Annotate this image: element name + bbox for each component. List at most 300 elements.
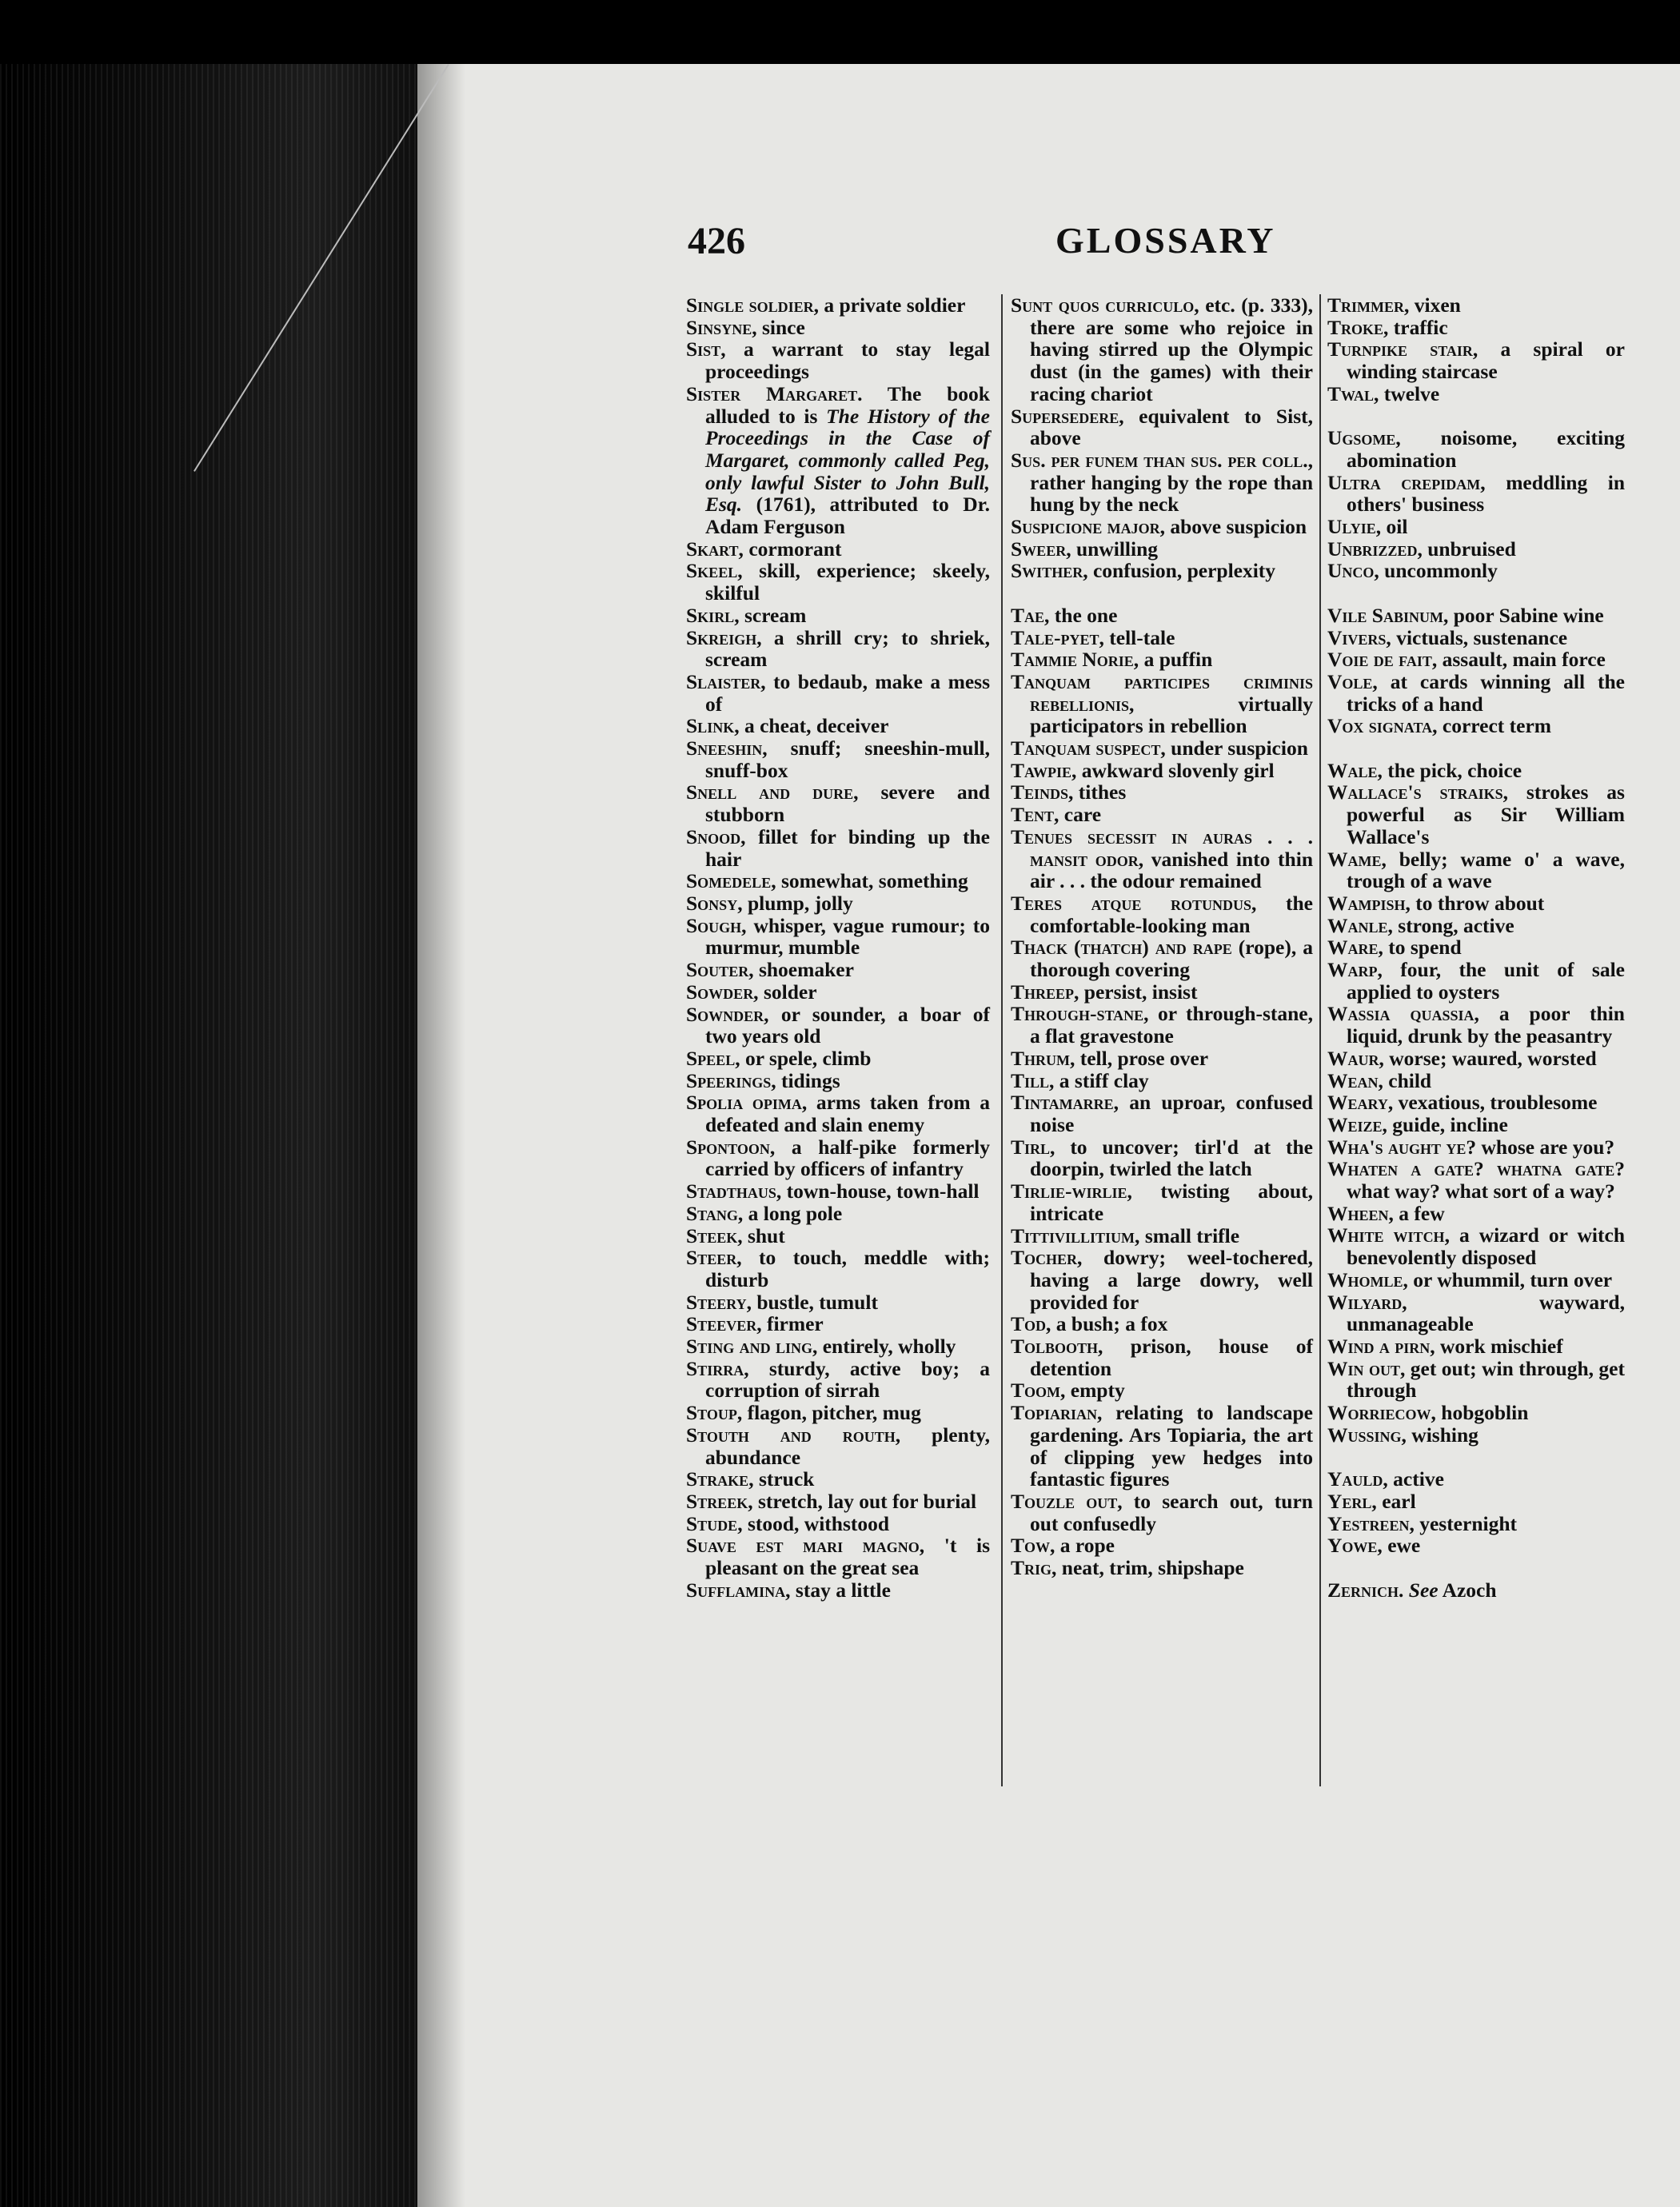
glossary-entry: [686, 1313, 990, 1335]
entry-definition: an uproar, confused noise: [1030, 1091, 1313, 1136]
entry-definition: yesternight: [1414, 1511, 1518, 1535]
entry-headword: Tenues secessit in auras . . . mansit odor,: [1011, 824, 1313, 871]
entry-headword: Wean,: [1327, 1068, 1383, 1092]
entry-definition: since: [756, 315, 805, 339]
entry-definition: the comfortable-looking man: [1030, 891, 1314, 937]
entry-definition: prison, house of detention: [1030, 1335, 1313, 1380]
column-rule: [1319, 294, 1321, 1786]
entry-headword: Worriecow,: [1327, 1401, 1436, 1425]
entry-definition: care: [1059, 803, 1102, 827]
entry-definition: vexatious, troublesome: [1393, 1091, 1598, 1115]
glossary-entry: [1327, 383, 1625, 405]
entry-definition: traffic: [1388, 315, 1448, 339]
entry-definition: or spele, climb: [740, 1046, 872, 1070]
glossary-entry: [686, 538, 990, 561]
glossary-entry: [1327, 781, 1625, 848]
entry-headword: Troke,: [1327, 315, 1389, 339]
entry-definition: a half-pike formerly carried by officers of infantry: [705, 1135, 990, 1181]
glossary-entry: [1327, 560, 1625, 582]
entry-headword: Sweer,: [1011, 537, 1071, 561]
entry-definition: bustle, tumult: [751, 1290, 878, 1314]
entry-definition: tidings: [776, 1068, 840, 1092]
entry-definition: tell, prose over: [1075, 1046, 1209, 1070]
glossary-column-3: [1327, 294, 1625, 1601]
glossary-entry: [686, 959, 990, 981]
glossary-entry: [1011, 1048, 1313, 1070]
entry-headword: Wussing,: [1327, 1423, 1407, 1447]
entry-headword: Stang,: [686, 1201, 744, 1225]
glossary-entry: [1327, 1269, 1625, 1291]
page-title: GLOSSARY: [1055, 220, 1276, 261]
entry-definition: plenty, abundance: [705, 1423, 990, 1469]
column-rule: [1001, 294, 1003, 1786]
entry-definition: arms taken from a defeated and slain enemy: [705, 1091, 991, 1137]
glossary-entry: [1011, 449, 1313, 516]
entry-headword: Tod,: [1011, 1312, 1051, 1336]
entry-definition: strokes as powerful as Sir William Wallace's: [1347, 780, 1625, 848]
glossary-entry: [686, 1203, 990, 1225]
entry-definition: etc. (p. 333), there are some who rejoice in having stirred up the Olympic dust (in the games) with their racing chariot: [1030, 293, 1313, 405]
entry-headword: Supersedere,: [1011, 404, 1124, 428]
entry-headword: Sufflamina,: [686, 1578, 791, 1602]
entry-headword: Spontoon,: [686, 1135, 776, 1159]
entry-headword: Till,: [1011, 1068, 1055, 1092]
glossary-entry: [686, 627, 990, 671]
entry-headword: Streek,: [686, 1489, 753, 1513]
entry-headword: Trimmer,: [1327, 293, 1410, 317]
glossary-entry: [1327, 338, 1625, 382]
entry-headword: Wind a pirn,: [1327, 1335, 1435, 1358]
entry-headword: Wanle,: [1327, 913, 1393, 937]
glossary-entry: [1327, 1468, 1625, 1491]
entry-headword: Tirlie-wirlie,: [1011, 1179, 1132, 1203]
entry-definition: guide, incline: [1387, 1112, 1508, 1136]
entry-definition: worse; waured, worsted: [1383, 1046, 1597, 1070]
glossary-entry: [686, 1180, 990, 1203]
entry-headword: Tirl,: [1011, 1135, 1055, 1159]
glossary-entry: [1327, 1114, 1625, 1136]
entry-headword: Wha's aught ye?: [1327, 1135, 1477, 1159]
entry-definition: severe and stubborn: [705, 780, 990, 827]
entry-definition: earl: [1376, 1489, 1416, 1513]
entry-headword: Speel,: [686, 1046, 740, 1070]
glossary-entry: [686, 1048, 990, 1070]
glossary-entry: [686, 1579, 990, 1602]
glossary-entry: [1327, 915, 1625, 937]
glossary-entry: [1327, 959, 1625, 1003]
entry-definition: a spiral or winding staircase: [1347, 337, 1625, 384]
glossary-entry: [1327, 936, 1625, 959]
entry-headword: Souter,: [686, 958, 754, 982]
entry-definition: or sounder, a boar of two years old: [705, 1002, 990, 1048]
entry-headword: Stoup,: [686, 1401, 743, 1425]
glossary-entry: [1327, 715, 1625, 737]
glossary-entry: [1327, 1092, 1625, 1114]
glossary-entry: [1327, 1070, 1625, 1092]
entry-headword: Yauld,: [1327, 1467, 1388, 1491]
entry-headword: Waur,: [1327, 1046, 1384, 1070]
entry-definition: oil: [1381, 515, 1408, 539]
entry-definition: town-house, town-hall: [781, 1179, 980, 1203]
entry-definition: relating to landscape gardening. Ars Topiaria, the art of clipping yew hedges into fantastic figures: [1030, 1401, 1313, 1491]
entry-definition: or whummil, turn over: [1407, 1267, 1613, 1291]
entry-headword: Wilyard,: [1327, 1290, 1407, 1314]
glossary-entry: [1327, 1136, 1625, 1159]
entry-definition: a warrant to stay legal proceedings: [705, 337, 990, 384]
entry-definition: to touch, meddle with; disturb: [705, 1246, 990, 1291]
entry-definition: persist, insist: [1079, 980, 1198, 1004]
entry-headword: Tent,: [1011, 803, 1059, 827]
entry-definition: solder: [758, 980, 817, 1004]
glossary-entry: [686, 1247, 990, 1291]
entry-headword: Whomle,: [1327, 1267, 1408, 1291]
glossary-entry: [686, 981, 990, 1004]
glossary-entry: [686, 1358, 990, 1402]
entry-headword: Voie de fait,: [1327, 648, 1438, 672]
entry-headword: Suave est mari magno,: [686, 1534, 925, 1558]
entry-headword: Teinds,: [1011, 780, 1074, 804]
entry-headword: Trig,: [1011, 1556, 1057, 1580]
glossary-entry: [1011, 649, 1313, 671]
page-number: 426: [688, 220, 745, 262]
entry-headword: Tale-pyet,: [1011, 625, 1104, 649]
entry-headword: Sting and ling,: [686, 1335, 818, 1359]
entry-headword: Slink,: [686, 714, 740, 738]
entry-headword: Tittivillitium,: [1011, 1223, 1140, 1247]
entry-headword: Tintamarre,: [1011, 1091, 1119, 1115]
glossary-entry: [686, 294, 990, 317]
glossary-entry: [1327, 1358, 1625, 1402]
entry-definition: vixen: [1409, 293, 1461, 317]
glossary-entry: [1327, 1579, 1625, 1602]
glossary-entry: [1011, 1535, 1313, 1557]
entry-headword: Steever,: [686, 1312, 762, 1336]
entry-headword: Weary,: [1327, 1091, 1394, 1115]
entry-definition: firmer: [761, 1312, 824, 1336]
glossary-entry: [1011, 1335, 1313, 1379]
entry-definition: rather hanging by the rope than hung by the neck: [1030, 470, 1313, 517]
glossary-entry: [1327, 1535, 1625, 1557]
entry-definition: wishing: [1406, 1423, 1478, 1447]
entry-definition: confusion, perplexity: [1087, 559, 1276, 583]
entry-headword: Wassia quassia,: [1327, 1002, 1479, 1026]
glossary-entry: [1011, 781, 1313, 804]
letter-section-gap: [1327, 405, 1625, 428]
entry-headword: Sonsy,: [686, 891, 743, 915]
entry-definition-tail: (1761), attributed to Dr. Adam Ferguson: [705, 493, 990, 539]
glossary-entry: [686, 317, 990, 339]
entry-definition: at cards winning all the tricks of a hand: [1347, 669, 1625, 716]
entry-definition: active: [1387, 1467, 1444, 1491]
entry-headword: Twal,: [1327, 381, 1379, 405]
entry-definition: noisome, exciting abomination: [1347, 426, 1625, 472]
entry-definition: virtually participators in rebellion: [1030, 692, 1313, 738]
glossary-entry: [686, 338, 990, 382]
entry-headword: Ultra crepidam,: [1327, 470, 1486, 494]
entry-definition: a few: [1393, 1201, 1445, 1225]
entry-definition: whose are you?: [1476, 1135, 1615, 1159]
entry-headword: Wampish,: [1327, 891, 1411, 915]
entry-definition: a long pole: [743, 1201, 843, 1225]
glossary-entry: [1327, 538, 1625, 561]
glossary-entry: [1327, 1224, 1625, 1268]
glossary-entry: [686, 1513, 990, 1535]
entry-definition: wayward, unmanageable: [1347, 1290, 1625, 1336]
entry-headword: Vox signata,: [1327, 714, 1438, 738]
entry-definition: poor Sabine wine: [1448, 603, 1604, 627]
glossary-entry: [1011, 560, 1313, 582]
letter-section-gap: [1327, 582, 1625, 605]
entry-headword: Sinsyne,: [686, 315, 757, 339]
entry-definition: cormorant: [743, 537, 842, 561]
glossary-column-1: [686, 294, 990, 1601]
entry-definition: a shrill cry; to shriek, scream: [705, 625, 990, 672]
entry-headword: Tow,: [1011, 1534, 1055, 1558]
glossary-entry: [686, 1136, 990, 1180]
glossary-entry: [686, 1335, 990, 1358]
glossary-entry: [686, 781, 990, 825]
entry-headword: Threep,: [1011, 980, 1079, 1004]
glossary-entry: [1011, 1247, 1313, 1313]
entry-definition: small trifle: [1139, 1223, 1240, 1247]
glossary-entry: [1011, 1070, 1313, 1092]
glossary-entry: [1011, 936, 1313, 980]
entry-definition: correct term: [1437, 714, 1552, 738]
entry-italic-text: See: [1408, 1578, 1439, 1602]
entry-headword: Wame,: [1327, 847, 1387, 871]
entry-definition: whisper, vague rumour; to murmur, mumble: [705, 913, 990, 960]
entry-definition: or through-stane, a flat gravestone: [1030, 1002, 1313, 1048]
entry-headword: Tammie Norie,: [1011, 648, 1139, 672]
entry-definition: a puffin: [1139, 648, 1213, 672]
entry-headword: Spolia opima,: [686, 1091, 808, 1115]
entry-definition: snuff; sneeshin-mull, snuff-box: [705, 736, 990, 782]
entry-headword: Single soldier,: [686, 293, 819, 317]
entry-definition: a stiff clay: [1054, 1068, 1149, 1092]
entry-definition: sturdy, active boy; a corruption of sirrah: [705, 1356, 990, 1403]
entry-headword: Steery,: [686, 1290, 752, 1314]
glossary-entry: [1011, 1402, 1313, 1491]
entry-headword: Steek,: [686, 1223, 743, 1247]
glossary-entry: [1011, 1136, 1313, 1180]
entry-definition: assault, main force: [1437, 648, 1606, 672]
entry-headword: White witch,: [1327, 1223, 1450, 1247]
letter-section-gap: [1011, 582, 1313, 605]
entry-headword: Somedele,: [686, 869, 776, 893]
entry-headword: Zernich.: [1327, 1578, 1404, 1602]
entry-definition: (rope), a thorough covering: [1030, 936, 1313, 982]
glossary-entry: [1011, 516, 1313, 538]
entry-definition: twisting about, intricate: [1030, 1179, 1313, 1225]
entry-definition: scream: [739, 603, 807, 627]
entry-definition: to spend: [1383, 936, 1462, 960]
entry-headword: Touzle out,: [1011, 1489, 1123, 1513]
entry-headword: Ulyie,: [1327, 515, 1382, 539]
entry-definition: strong, active: [1392, 913, 1514, 937]
glossary-entry: [1327, 1513, 1625, 1535]
entry-headword: Tanquam suspect,: [1011, 736, 1166, 760]
glossary-entry: [1011, 737, 1313, 760]
entry-definition: fillet for binding up the hair: [705, 824, 990, 871]
entry-headword: Unbrizzed,: [1327, 537, 1423, 561]
entry-definition: awkward slovenly girl: [1076, 758, 1275, 782]
entry-definition: The book alluded to is: [705, 381, 990, 428]
entry-headword: Skreigh,: [686, 625, 762, 649]
entry-definition: shut: [742, 1223, 785, 1247]
entry-headword: Wallace's straiks,: [1327, 780, 1508, 804]
glossary-entry: [686, 1004, 990, 1048]
entry-headword: Turnpike stair,: [1327, 337, 1478, 361]
glossary-entry: [686, 1225, 990, 1247]
entry-headword: Swither,: [1011, 559, 1088, 583]
entry-headword: Stude,: [686, 1511, 743, 1535]
glossary-entry: [1327, 317, 1625, 339]
scan-top-border: [0, 0, 1680, 66]
glossary-entry: [1011, 981, 1313, 1004]
entry-headword: Skirl,: [686, 603, 740, 627]
glossary-entry: [1011, 605, 1313, 627]
entry-definition: shoemaker: [753, 958, 854, 982]
entry-headword: Teres atque rotundus,: [1011, 891, 1257, 915]
entry-definition: to bedaub, make a mess of: [705, 669, 990, 716]
entry-headword: Skart,: [686, 537, 744, 561]
entry-headword: Win out,: [1327, 1356, 1406, 1380]
gutter-shadow: [417, 64, 465, 2207]
glossary-entry: [1011, 1313, 1313, 1335]
entry-definition: the one: [1049, 603, 1118, 627]
entry-headword: Tawpie,: [1011, 758, 1077, 782]
entry-headword: Tolbooth,: [1011, 1335, 1103, 1359]
entry-definition: ewe: [1382, 1534, 1421, 1558]
glossary-entry: [1327, 472, 1625, 516]
entry-definition: flagon, pitcher, mug: [742, 1401, 921, 1425]
entry-definition: skill, experience; skeely, skilful: [705, 559, 990, 605]
glossary-entry: [1327, 1402, 1625, 1424]
entry-headword: Weize,: [1327, 1112, 1387, 1136]
entry-definition: a private soldier: [818, 293, 966, 317]
entry-definition: get out; win through, get through: [1347, 1356, 1625, 1403]
entry-definition: four, the unit of sale applied to oysters: [1347, 958, 1625, 1004]
glossary-entry: [1327, 605, 1625, 627]
glossary-entry: [1327, 1424, 1625, 1447]
entry-definition-tail: Azoch: [1438, 1578, 1497, 1602]
glossary-entry: [1327, 649, 1625, 671]
entry-definition: a rope: [1055, 1534, 1115, 1558]
glossary-entry: [1327, 760, 1625, 782]
entry-headword: Vivers,: [1327, 625, 1391, 649]
glossary-entry: [686, 715, 990, 737]
entry-definition: a bush; a fox: [1051, 1312, 1168, 1336]
entry-headword: Whaten a gate? whatna gate?: [1327, 1157, 1625, 1181]
glossary-entry: [1011, 1491, 1313, 1535]
entry-definition: to search out, turn out confusedly: [1030, 1489, 1313, 1535]
entry-headword: Steer,: [686, 1246, 742, 1270]
glossary-entry: [686, 737, 990, 781]
glossary-entry: [686, 560, 990, 604]
glossary-entry: [686, 1424, 990, 1468]
glossary-entry: [686, 1491, 990, 1513]
entry-definition: unbruised: [1422, 537, 1516, 561]
entry-definition: to uncover; tirl'd at the doorpin, twirled the latch: [1030, 1135, 1313, 1181]
glossary-entry: [1011, 760, 1313, 782]
glossary-entry: [1011, 1003, 1313, 1047]
entry-headword: Suspicione major,: [1011, 515, 1165, 539]
entry-definition: the pick, choice: [1382, 758, 1522, 782]
glossary-entry: [1327, 671, 1625, 715]
entry-headword: Ware,: [1327, 936, 1383, 960]
entry-definition: work mischief: [1435, 1335, 1563, 1358]
entry-definition: struck: [753, 1467, 815, 1491]
letter-section-gap: [1327, 1447, 1625, 1469]
entry-headword: Yowe,: [1327, 1534, 1383, 1558]
entry-definition: plump, jolly: [742, 891, 853, 915]
glossary-entry: [686, 1092, 990, 1135]
glossary-entry: [686, 1291, 990, 1314]
glossary-entry: [1327, 892, 1625, 915]
entry-headword: Speerings,: [686, 1068, 776, 1092]
entry-definition: vanished into thin air . . . the odour remained: [1030, 847, 1314, 893]
glossary-entry: [1011, 1225, 1313, 1247]
glossary-entry: [1011, 538, 1313, 561]
entry-definition: tell-tale: [1103, 625, 1175, 649]
entry-definition: above suspicion: [1164, 515, 1307, 539]
entry-definition: somewhat, something: [776, 869, 968, 893]
glossary-entry: [1327, 427, 1625, 471]
glossary-entry: [1011, 405, 1313, 449]
entry-definition: uncommonly: [1379, 559, 1498, 583]
glossary-entry: [686, 1535, 990, 1578]
entry-headword: Snell and dure,: [686, 780, 859, 804]
entry-headword: Wheen,: [1327, 1201, 1394, 1225]
glossary-entry: [1011, 1180, 1313, 1224]
running-head: [688, 216, 1631, 280]
entry-definition: stood, withstood: [742, 1511, 890, 1535]
entry-definition: a wizard or witch benevolently disposed: [1347, 1223, 1626, 1270]
entry-definition: neat, trim, shipshape: [1056, 1556, 1244, 1580]
glossary-entry: [686, 826, 990, 870]
letter-section-gap: [1327, 737, 1625, 760]
entry-definition: stay a little: [790, 1578, 891, 1602]
glossary-entry: [686, 870, 990, 892]
glossary-entry: [1327, 1158, 1625, 1202]
entry-definition: victuals, sustenance: [1391, 625, 1568, 649]
glossary-entry: [686, 1402, 990, 1424]
entry-headword: Sunt quos curriculo,: [1011, 293, 1199, 317]
entry-definition: child: [1383, 1068, 1432, 1092]
entry-definition: 't is pleasant on the great sea: [705, 1534, 990, 1580]
entry-definition: what way? what sort of a way?: [1347, 1179, 1615, 1203]
entry-headword: Ugsome,: [1327, 426, 1401, 450]
glossary-entry: [1011, 1092, 1313, 1135]
entry-headword: Tocher,: [1011, 1246, 1083, 1270]
glossary-entry: [686, 605, 990, 627]
glossary-entry: [1327, 848, 1625, 892]
entry-headword: Sneeshin,: [686, 736, 768, 760]
glossary-entry: [1327, 516, 1625, 538]
book-page-edges: [0, 64, 448, 2207]
glossary-entry: [1011, 671, 1313, 737]
glossary-entry: [1011, 294, 1313, 405]
entry-headword: Snood,: [686, 824, 746, 848]
entry-headword: Vile Sabinum,: [1327, 603, 1449, 627]
glossary-entry: [1327, 1003, 1625, 1047]
entry-definition: unwilling: [1071, 537, 1159, 561]
entry-headword: Skeel,: [686, 559, 743, 583]
entry-italic-text: The History of the Proceedings in the Case of Margaret, commonly called Peg, only lawful Sister to John Bull, Esq.: [705, 404, 990, 517]
entry-definition: to throw about: [1410, 891, 1545, 915]
entry-definition: meddling in others' business: [1347, 470, 1626, 517]
entry-headword: Tae,: [1011, 603, 1050, 627]
